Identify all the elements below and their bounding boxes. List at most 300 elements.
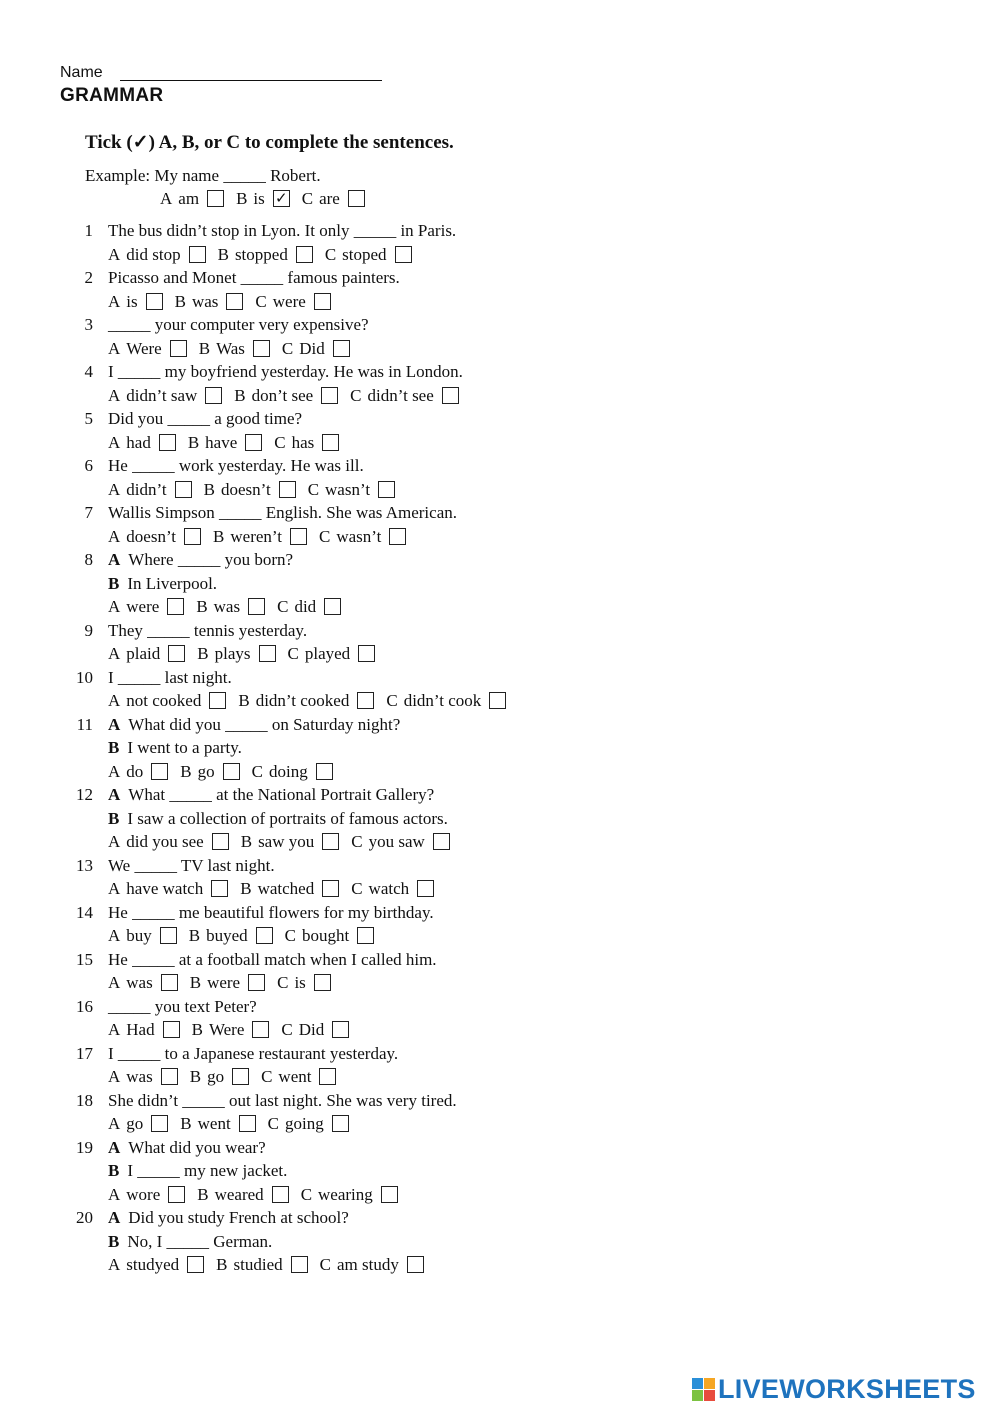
answer-checkbox[interactable] [357,692,374,709]
question-number: 8 [84,550,93,569]
option-a[interactable] [108,642,185,665]
option-b[interactable] [192,1018,270,1041]
sentence: I _____ my boyfriend yesterday. He was in London. [108,362,463,381]
option-text: going [285,1114,324,1133]
option-text: wasn’t [325,479,371,499]
answer-checkbox[interactable] [314,974,331,991]
option-b[interactable] [241,830,340,853]
option-text: go [207,1067,225,1086]
option-b[interactable] [213,525,307,548]
option-text: didn’t cooked [255,691,350,710]
option-a[interactable] [160,187,224,210]
sentence: Wallis Simpson _____ English. She was American. [108,503,457,522]
option-c[interactable] [288,642,376,665]
option-a[interactable] [108,689,226,712]
option-letter: B [189,1067,202,1086]
option-b[interactable] [216,1253,307,1276]
option-a[interactable] [108,525,201,548]
answer-checkbox[interactable] [272,1186,289,1203]
option-c[interactable] [350,384,459,407]
answer-checkbox[interactable] [253,340,270,357]
option-text: stoped [342,244,387,264]
sentence: She didn’t _____ out last night. She was very tired. [108,1090,457,1110]
option-letter: C [261,1067,273,1086]
option-c[interactable] [308,478,395,501]
option-text: am study [336,1255,399,1274]
answer-checkbox[interactable] [358,645,375,662]
answer-checkbox[interactable] [223,763,240,780]
sentence: _____ you text Peter? [108,996,257,1016]
option-letter: C [319,1255,331,1274]
answer-checkbox[interactable] [209,692,226,709]
options-row [108,290,343,313]
option-a[interactable] [108,1018,180,1041]
option-text: wore [126,1184,161,1204]
option-letter: A [108,432,121,452]
options-row [108,431,351,454]
answer-checkbox[interactable] [319,1068,336,1085]
option-text: watched [257,879,315,898]
answer-checkbox[interactable] [348,190,365,207]
options-row [108,877,446,900]
option-letter: A [108,973,121,992]
logo-text: LIVEWORKSHEETS [718,1374,976,1404]
option-c[interactable] [277,595,341,618]
answer-checkbox[interactable] [168,1186,185,1203]
option-a[interactable] [108,1112,168,1135]
option-text: not cooked [126,691,202,710]
answer-checkbox[interactable] [184,528,201,545]
option-text: do [126,761,144,781]
answer-checkbox[interactable] [161,974,178,991]
answer-checkbox[interactable] [322,434,339,451]
option-a[interactable] [108,924,177,947]
option-b[interactable] [196,595,265,618]
option-text: am [178,189,200,208]
question-number: 19 [76,1137,93,1157]
sentence: Did you _____ a good time? [108,409,303,428]
question-number: 6 [84,456,93,475]
sentence: They _____ tennis yesterday. [108,620,308,640]
option-a[interactable] [108,595,184,618]
option-letter: C [251,761,263,781]
option-text: had [126,432,151,452]
option-letter: A [108,291,121,311]
option-a[interactable] [108,290,163,313]
option-letter: B [180,1114,192,1133]
name-label: Name [60,64,103,81]
option-text: didn’t [126,479,167,499]
option-text: were [126,597,160,616]
answer-checkbox[interactable] [322,880,339,897]
answer-checkbox[interactable] [248,598,265,615]
speaker-label: B [108,573,120,593]
option-letter: A [108,1255,121,1274]
question-number: 15 [76,949,93,969]
option-a[interactable] [108,431,176,454]
option-a[interactable] [108,1183,185,1206]
option-letter: A [108,644,121,663]
option-text: went [278,1067,312,1086]
answer-checkbox[interactable] [395,246,412,263]
option-c[interactable] [261,1065,336,1088]
option-letter: A [108,1184,121,1204]
sentence: Where _____ you born? [128,550,294,569]
options-row [108,1018,361,1041]
question-text [108,713,400,736]
answer-checkbox[interactable] [245,434,262,451]
answer-checkbox[interactable] [207,190,224,207]
option-a[interactable] [108,830,229,853]
option-letter: A [108,879,121,898]
option-c[interactable] [281,1018,349,1041]
answer-checkbox[interactable] [407,1256,424,1273]
option-text: did [294,597,317,616]
question-text [108,572,217,595]
answer-checkbox[interactable] [167,598,184,615]
option-c[interactable] [325,243,412,266]
sentence: Did you study French at school? [128,1208,349,1227]
option-letter: A [108,385,121,405]
option-letter: A [108,761,121,781]
question-number: 13 [76,855,93,875]
option-text: don’t see [251,385,314,405]
sentence: What did you _____ on Saturday night? [128,714,401,734]
option-a[interactable] [108,760,168,783]
option-text: buyed [206,926,248,945]
option-text: have watch [126,879,204,898]
option-c[interactable] [274,431,339,454]
option-b[interactable] [197,1183,288,1206]
answer-checkbox[interactable] [279,481,296,498]
option-b[interactable] [199,337,270,360]
question-number: 11 [76,714,93,734]
question-text [108,313,369,336]
option-c[interactable] [386,689,506,712]
answer-checkbox[interactable] [212,833,229,850]
answer-checkbox[interactable] [205,387,222,404]
option-text: weren’t [230,526,282,546]
option-c[interactable] [320,1253,424,1276]
sentence: The bus didn’t stop in Lyon. It only _____ in Paris. [108,221,457,240]
question-text [108,360,463,383]
option-letter: B [180,761,192,781]
option-a[interactable] [108,243,206,266]
option-letter: C [255,291,267,311]
answer-checkbox[interactable] [189,246,206,263]
option-a[interactable] [108,478,192,501]
answer-checkbox[interactable] [248,974,265,991]
option-text: studied [233,1255,283,1274]
answer-checkbox[interactable] [161,1068,178,1085]
option-letter: B [196,597,208,616]
option-b[interactable] [175,290,244,313]
option-letter: B [187,432,200,452]
sentence: I saw a collection of portraits of famous actors. [127,808,448,828]
option-text: go [197,761,215,781]
question-text [108,736,242,759]
option-text: you saw [368,832,425,851]
option-letter: B [240,832,253,851]
answer-checkbox[interactable] [232,1068,249,1085]
answer-checkbox[interactable] [324,598,341,615]
answer-checkbox[interactable] [489,692,506,709]
question-text [108,783,434,806]
example-prompt: Example: My name _____ Robert. [85,166,321,185]
speaker-label: A [108,550,121,569]
option-a[interactable] [108,971,178,994]
options-row [108,1112,361,1135]
answer-checkbox[interactable] [381,1186,398,1203]
option-c[interactable] [277,971,331,994]
options-row [108,525,418,548]
question-text [108,219,456,242]
option-b[interactable] [218,243,313,266]
option-letter: B [174,291,186,311]
option-letter: B [213,526,225,546]
option-text: doing [268,761,308,781]
option-letter: B [216,1255,228,1274]
option-b[interactable] [197,642,275,665]
option-letter: C [277,973,289,992]
options-row [108,642,387,665]
liveworksheets-logo-icon [692,1378,716,1402]
answer-checkbox[interactable] [168,645,185,662]
sentence: I _____ my new jacket. [127,1161,288,1180]
option-c[interactable] [351,877,434,900]
speaker-label: B [108,738,120,757]
option-letter: B [240,879,252,898]
option-letter: A [108,244,121,264]
option-text: has [291,432,315,452]
speaker-label: A [108,714,121,734]
answer-checkbox[interactable] [252,1021,269,1038]
sentence: What did you wear? [128,1137,266,1157]
question-number: 1 [84,221,93,240]
option-a[interactable] [108,337,187,360]
option-letter: A [108,1114,121,1133]
answer-checkbox[interactable] [160,927,177,944]
option-a[interactable] [108,1253,204,1276]
option-letter: B [188,926,201,945]
answer-checkbox[interactable] [333,340,350,357]
option-text: played [304,644,351,663]
option-text: doesn’t [220,479,271,499]
question-text [108,807,448,830]
option-letter: C [274,432,286,452]
options-row [108,595,353,618]
option-letter: B [234,385,246,405]
option-letter: B [197,644,209,663]
options-row [108,1183,410,1206]
answer-checkbox[interactable] [151,1115,168,1132]
answer-checkbox[interactable] [417,880,434,897]
answer-checkbox[interactable] [321,387,338,404]
option-text: doesn’t [126,526,177,546]
option-letter: A [160,189,173,208]
question-number: 20 [76,1208,93,1227]
question-text [108,854,275,877]
option-b[interactable] [234,384,338,407]
answer-checkbox[interactable] [226,293,243,310]
options-row [108,384,471,407]
answer-checkbox[interactable] [357,927,374,944]
option-text: saw you [258,832,315,851]
option-c[interactable] [301,1183,398,1206]
page-title: GRAMMAR [60,85,164,106]
answer-checkbox[interactable] [291,1256,308,1273]
answer-checkbox[interactable] [239,1115,256,1132]
answer-checkbox[interactable] [332,1021,349,1038]
name-input-line[interactable] [120,80,382,81]
option-letter: A [108,1020,121,1039]
options-row [108,971,343,994]
option-c[interactable] [351,830,450,853]
option-letter: A [108,597,121,616]
question-text [108,619,307,642]
option-c[interactable] [319,525,406,548]
option-letter: C [301,189,314,208]
option-text: Had [126,1020,155,1039]
option-letter: A [108,479,121,499]
option-letter: C [284,926,297,945]
answer-checkbox[interactable] [259,645,276,662]
option-letter: A [108,832,121,851]
question-number: 16 [76,996,93,1016]
sentence: In Liverpool. [127,573,218,593]
option-c[interactable] [268,1112,349,1135]
question-text [108,901,434,924]
answer-checkbox[interactable]: ✓ [273,190,290,207]
option-b[interactable] [180,1112,255,1135]
option-letter: C [324,244,337,264]
options-row [108,243,424,266]
question-number: 10 [76,667,93,687]
answer-checkbox[interactable] [211,880,228,897]
sentence: He _____ work yesterday. He was ill. [108,456,364,475]
answer-checkbox[interactable] [378,481,395,498]
option-letter: A [108,526,121,546]
option-b[interactable] [180,760,239,783]
answer-checkbox[interactable] [163,1021,180,1038]
options-row [108,830,462,853]
option-letter: C [281,1020,293,1039]
option-text: is [126,291,138,311]
option-letter: B [236,189,248,208]
answer-checkbox[interactable] [159,434,176,451]
answer-checkbox[interactable] [170,340,187,357]
answer-checkbox[interactable] [146,293,163,310]
answer-checkbox[interactable] [151,763,168,780]
sentence: No, I _____ German. [127,1231,273,1251]
question-text [108,995,257,1018]
option-c[interactable] [255,290,330,313]
option-b[interactable] [240,877,339,900]
option-c[interactable] [302,187,365,210]
question-text [108,1089,457,1112]
speaker-label: A [108,785,121,804]
instruction-text: Tick (✓) A, B, or C to complete the sentences. [85,132,454,153]
answer-checkbox[interactable] [256,927,273,944]
option-c[interactable] [252,760,333,783]
option-text: was [126,973,153,992]
question-number: 3 [84,315,93,334]
answer-checkbox[interactable] [389,528,406,545]
option-c[interactable] [282,337,350,360]
answer-checkbox[interactable] [314,293,331,310]
option-text: is [294,973,306,992]
option-letter: C [307,479,320,499]
question-text [108,666,232,689]
option-b[interactable] [189,924,273,947]
option-b[interactable] [188,431,262,454]
answer-checkbox[interactable] [332,1115,349,1132]
option-b[interactable] [204,478,296,501]
option-letter: C [300,1184,313,1204]
option-text: Did [299,338,325,358]
option-b[interactable] [236,187,290,210]
answer-checkbox[interactable] [433,833,450,850]
answer-checkbox[interactable] [316,763,333,780]
speaker-label: B [108,1161,120,1180]
question-text [108,948,437,971]
option-text: bought [302,926,350,945]
option-letter: B [189,973,202,992]
option-text: was [126,1067,153,1086]
option-letter: C [351,879,363,898]
option-letter: A [108,691,121,710]
options-row [108,924,386,947]
option-c[interactable] [285,924,375,947]
option-text: have [205,432,238,452]
option-text: Were [208,1020,245,1039]
option-b[interactable] [190,971,265,994]
liveworksheets-logo [692,1374,976,1405]
option-b[interactable] [190,1065,249,1088]
sentence: I _____ last night. [108,667,232,687]
speaker-label: A [108,1208,121,1227]
sentence: He _____ me beautiful flowers for my birthday. [108,902,434,922]
option-letter: C [287,644,299,663]
option-a[interactable] [108,1065,178,1088]
sentence: What _____ at the National Portrait Gallery? [128,785,435,804]
option-text: Was [216,338,245,358]
answer-checkbox[interactable] [296,246,313,263]
answer-checkbox[interactable] [290,528,307,545]
option-text: were [207,973,241,992]
answer-checkbox[interactable] [187,1256,204,1273]
option-letter: B [191,1020,203,1039]
question-text [108,407,302,430]
option-text: did you see [126,832,204,851]
option-letter: B [217,244,229,264]
option-letter: C [318,526,331,546]
answer-checkbox[interactable] [322,833,339,850]
question-number: 7 [84,503,93,522]
option-text: didn’t see [367,385,434,405]
option-b[interactable] [238,689,374,712]
option-letter: C [386,691,398,710]
sentence: _____ your computer very expensive? [108,315,369,334]
answer-checkbox[interactable] [442,387,459,404]
option-letter: C [277,597,289,616]
option-a[interactable] [108,384,222,407]
option-text: went [197,1114,231,1133]
option-a[interactable] [108,877,228,900]
question-number: 2 [84,268,93,287]
answer-checkbox[interactable] [175,481,192,498]
sentence: I _____ to a Japanese restaurant yesterday. [108,1043,399,1063]
